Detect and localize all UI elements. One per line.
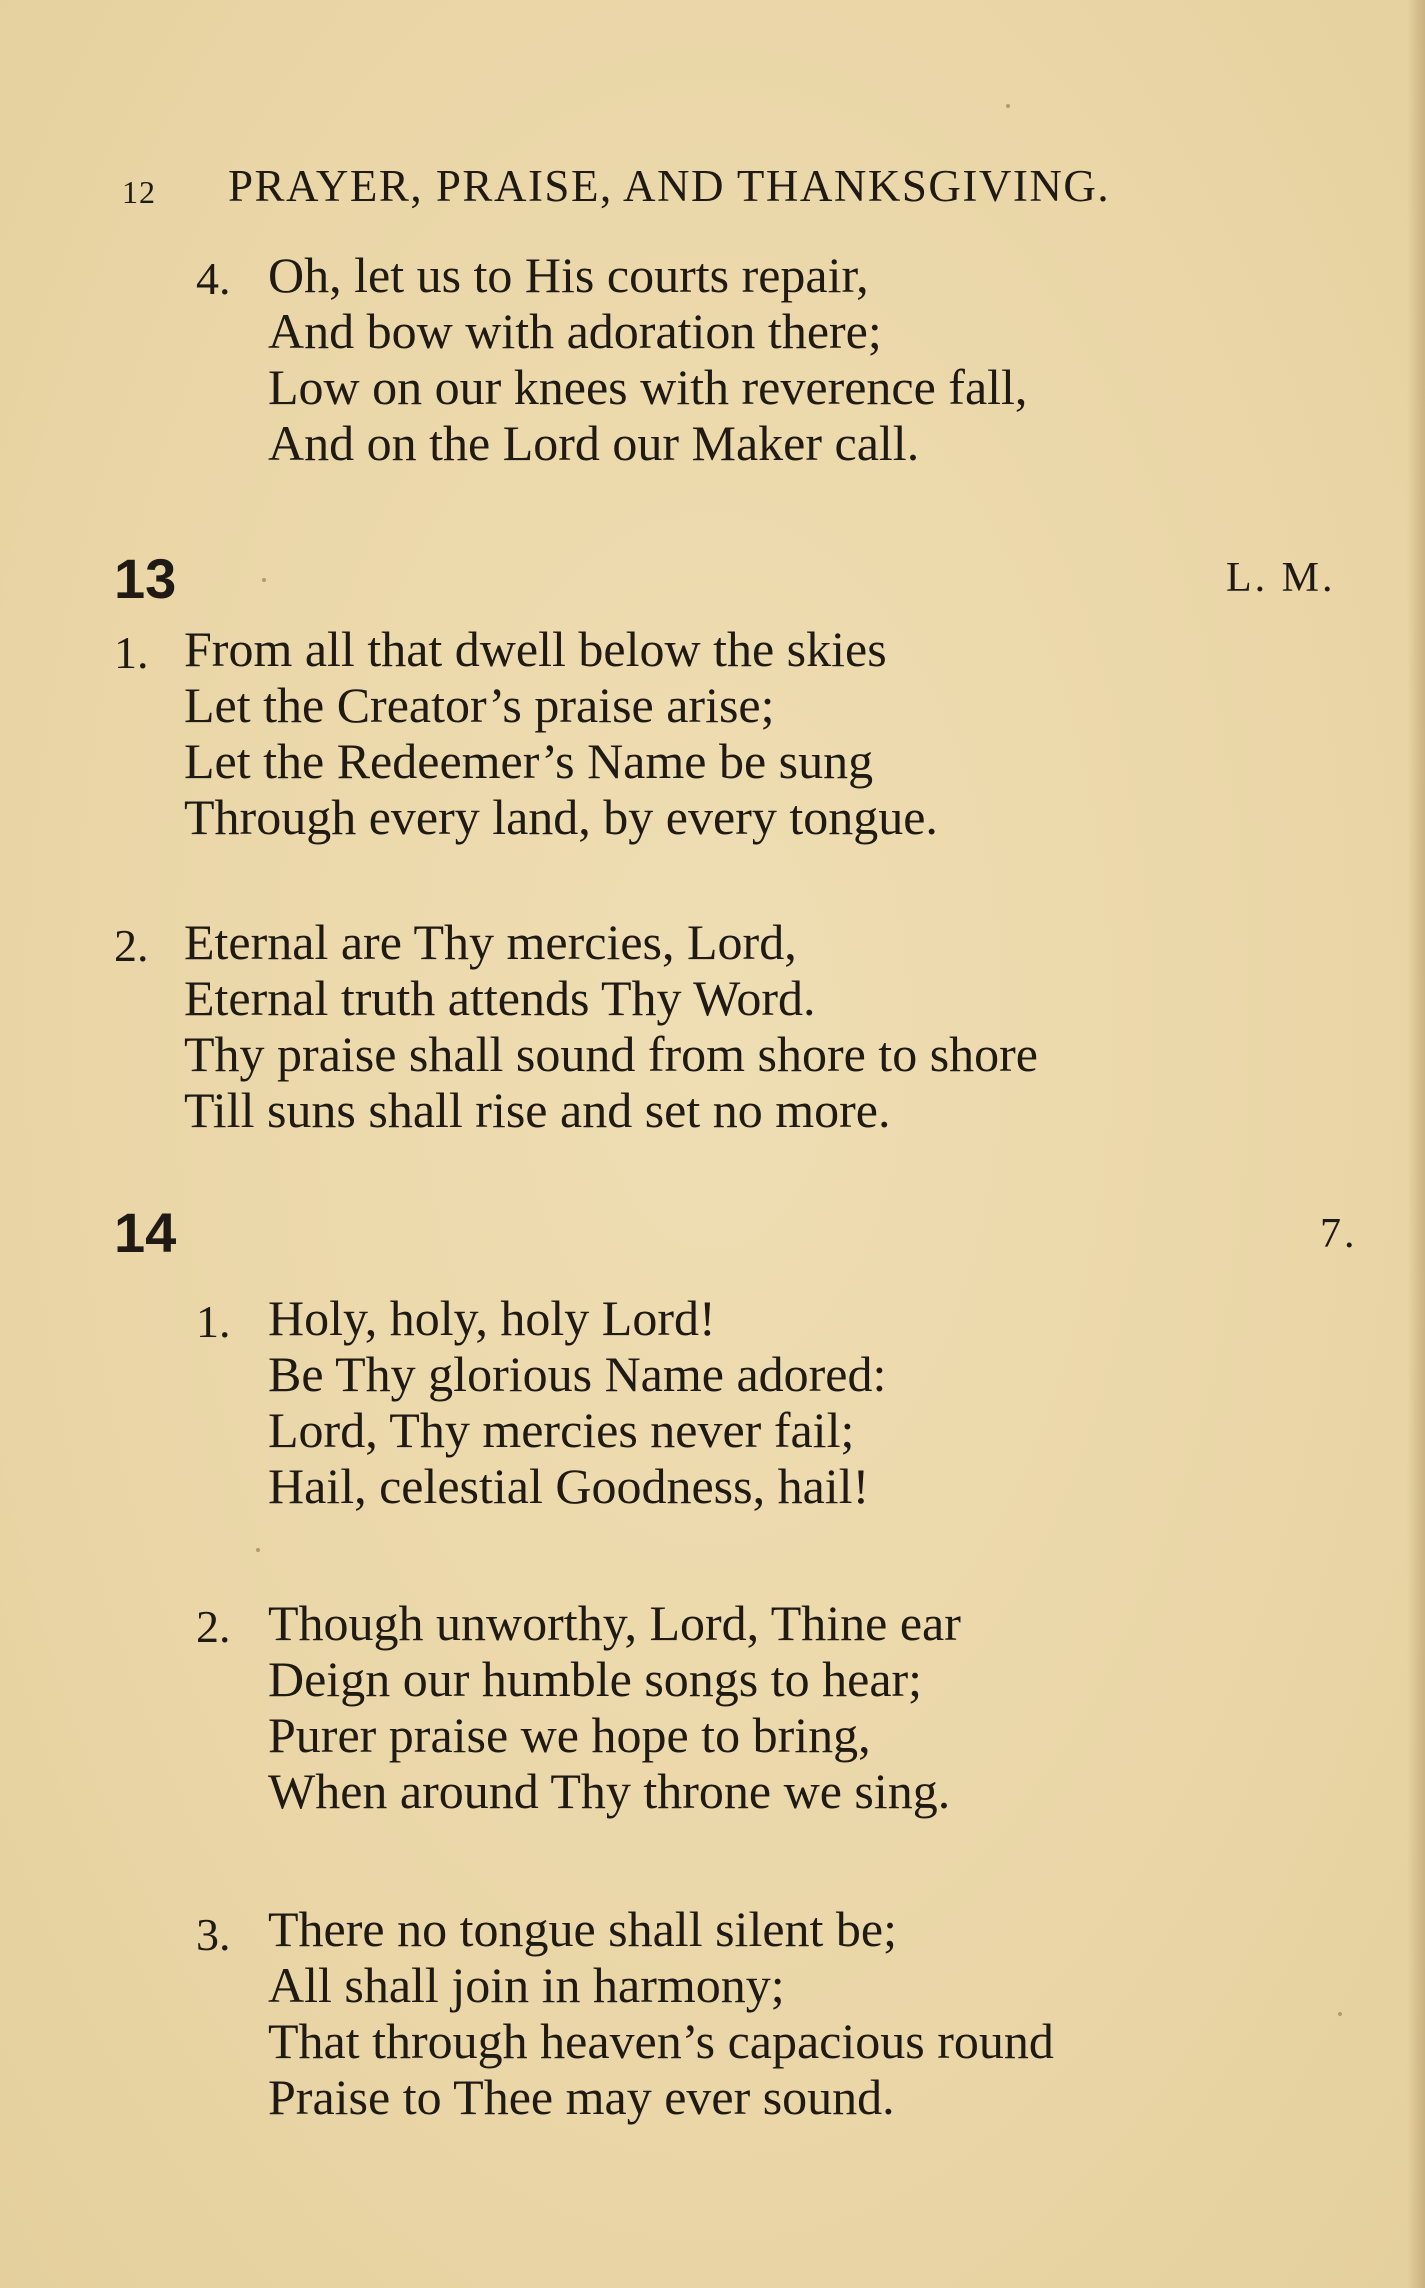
stanza-line: Deign our humble songs to hear; (268, 1651, 923, 1707)
hymn-13-stanza-1 (114, 621, 938, 845)
stanza-number: 2. (114, 920, 149, 971)
stanza-line: When around Thy throne we sing. (268, 1763, 951, 1819)
stanza-line: Eternal are Thy mercies, Lord, (184, 914, 797, 970)
stanza-line: Holy, holy, holy Lord! (268, 1290, 716, 1346)
running-title: PRAYER, PRAISE, AND THANKSGIVING. (228, 161, 1111, 211)
stanza-line: Through every land, by every tongue. (184, 789, 938, 845)
stanza-line: Praise to Thee may ever sound. (268, 2069, 895, 2125)
paper-speck (256, 1548, 260, 1552)
page-number: 12 (122, 174, 156, 210)
stanza-line: Oh, let us to His courts repair, (268, 247, 869, 303)
hymn-number-14: 14 (114, 1201, 177, 1264)
stanza-number: 1. (196, 1296, 231, 1347)
stanza-line: Let the Redeemer’s Name be sung (184, 733, 874, 789)
hymn-13-stanza-2 (114, 914, 1038, 1138)
hymn-meter-14: 7. (1320, 1211, 1358, 1257)
paper-speck (262, 578, 266, 582)
stanza-line: Let the Creator’s praise arise; (184, 677, 775, 733)
stanza-number: 4. (196, 253, 231, 304)
stanza-number: 2. (196, 1601, 231, 1652)
hymn-14-stanza-3 (196, 1901, 1054, 2125)
carryover-stanza-4 (196, 247, 1027, 471)
stanza-line: Hail, celestial Goodness, hail! (268, 1458, 870, 1514)
stanza-line: Till suns shall rise and set no more. (184, 1082, 891, 1138)
paper-speck (1338, 2012, 1342, 2016)
stanza-line: Lord, Thy mercies never fail; (268, 1402, 855, 1458)
stanza-line: And bow with adoration there; (268, 303, 882, 359)
stanza-line: Thy praise shall sound from shore to shore (184, 1026, 1039, 1082)
stanza-line: Though unworthy, Lord, Thine ear (268, 1595, 961, 1651)
stanza-line: Purer praise we hope to bring, (268, 1707, 871, 1763)
hymn-number-13: 13 (114, 547, 177, 610)
stanza-line: Low on our knees with reverence fall, (268, 359, 1028, 415)
hymn-14-stanza-2 (196, 1595, 961, 1819)
paper-speck (1006, 104, 1010, 108)
stanza-line: All shall join in harmony; (268, 1957, 785, 2013)
stanza-line: And on the Lord our Maker call. (268, 415, 920, 471)
page-header (122, 160, 1272, 220)
stanza-number: 1. (114, 627, 149, 678)
hymn-14-stanza-1 (196, 1290, 886, 1514)
stanza-line: Eternal truth attends Thy Word. (184, 970, 816, 1026)
stanza-line: There no tongue shall silent be; (268, 1901, 898, 1957)
stanza-line: Be Thy glorious Name adored: (268, 1346, 887, 1402)
hymn-meter-13: L. M. (1226, 555, 1336, 601)
stanza-number: 3. (196, 1909, 231, 1960)
page-edge-shadow (1407, 0, 1425, 2288)
stanza-line: From all that dwell below the skies (184, 621, 887, 677)
stanza-line: That through heaven’s capacious round (268, 2013, 1054, 2069)
